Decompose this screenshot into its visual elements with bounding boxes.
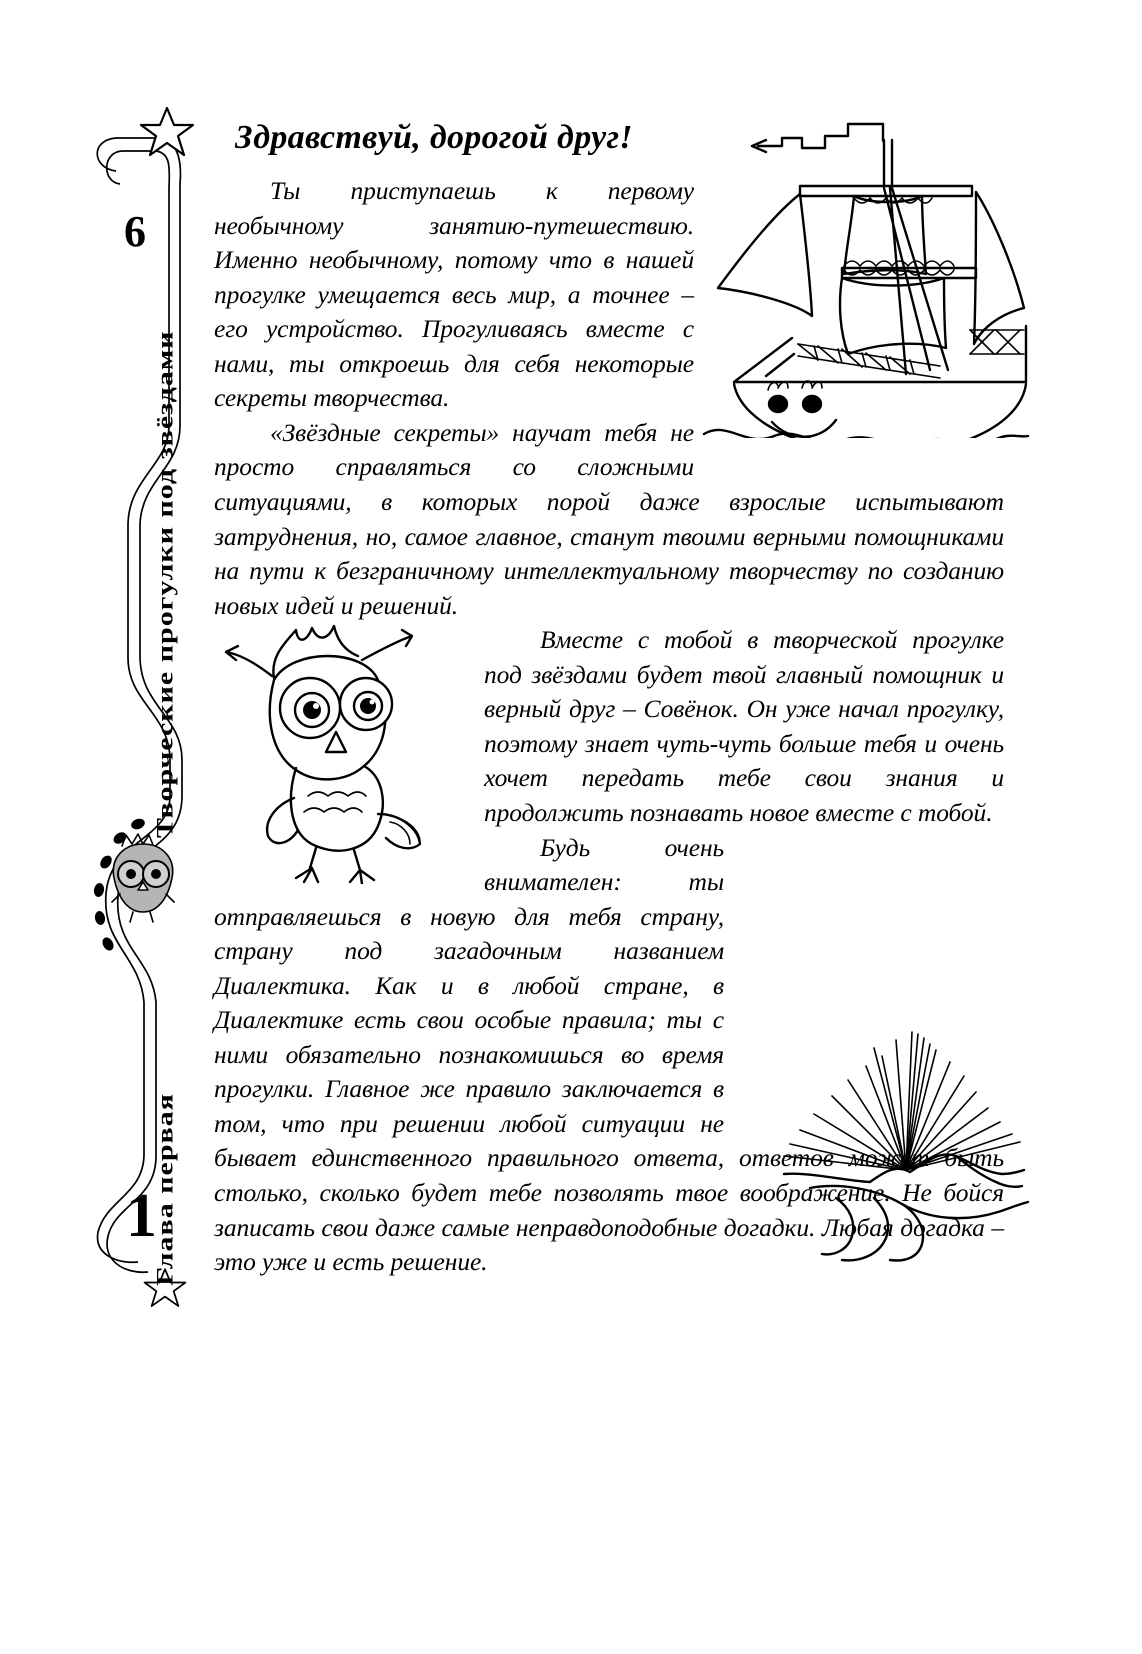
chapter-title-vertical: Творческие прогулки под звёздами — [152, 330, 178, 838]
chapter-sidebar — [86, 96, 206, 1296]
ship-art-wrap-spacer — [694, 174, 1004, 474]
chapter-number: 1 — [126, 1182, 157, 1250]
star-icon — [138, 104, 196, 160]
ribbon-decoration — [86, 96, 206, 1296]
chapter-label-vertical: Глава первая — [152, 1093, 178, 1286]
owl-art-wrap-spacer — [214, 623, 484, 883]
paragraph-star-secrets: «Звёздные секреты» научат тебя не просто справляться со сложными ситуациями, в которых порой даже взрослые испытывают затруднения, но, самое главное, станут твоими верными помощниками на пути к безграничному интеллектуальному творчеству по созданию новых идей и решений. — [214, 417, 1004, 620]
page-number: 6 — [124, 207, 146, 256]
owlet-badge-icon — [100, 832, 186, 924]
paragraph-dialectics: Будь очень внимателен: ты отправляешься в новую для тебя страну, страну под загадочным названием Диалектика. Как и в любой стране, в Диалектике есть свои особые правила; ты с ними обязательно познакомишься во время прогулки. Главное же правило заключается в том, что при решении любой ситуации не бывает единственного правильного ответа, ответов может быть столько, сколько будет тебе позволять твое воображение. Не бойся записать свои даже самые неправдоподобные догадки. Любая догадка – это уже и есть решение. — [214, 832, 1004, 1277]
page-title: Здравствуй, дорогой друг! — [235, 119, 633, 156]
paragraph-owlet: Вместе с тобой в творческой прогулке под звёздами будет твой главный помощник и верный друг – Совёнок. Он уже начал прогулку, поэтому знает чуть-чуть больше тебя и очень хочет передать тебе свои знания и продолжить познавать новое вместе с тобой. — [484, 625, 1004, 827]
paragraph-intro: Ты приступаешь к первому необычному занятию-путешествию. Именно необычному, потому что в нашей прогулке умещается весь мир, а точнее – его устройство. Прогуливаясь вместе с нами, ты откроешь для себя некоторые секреты творчества. — [214, 176, 694, 413]
mountain-art-wrap-spacer — [724, 831, 1004, 1121]
article-body — [214, 118, 1004, 1428]
